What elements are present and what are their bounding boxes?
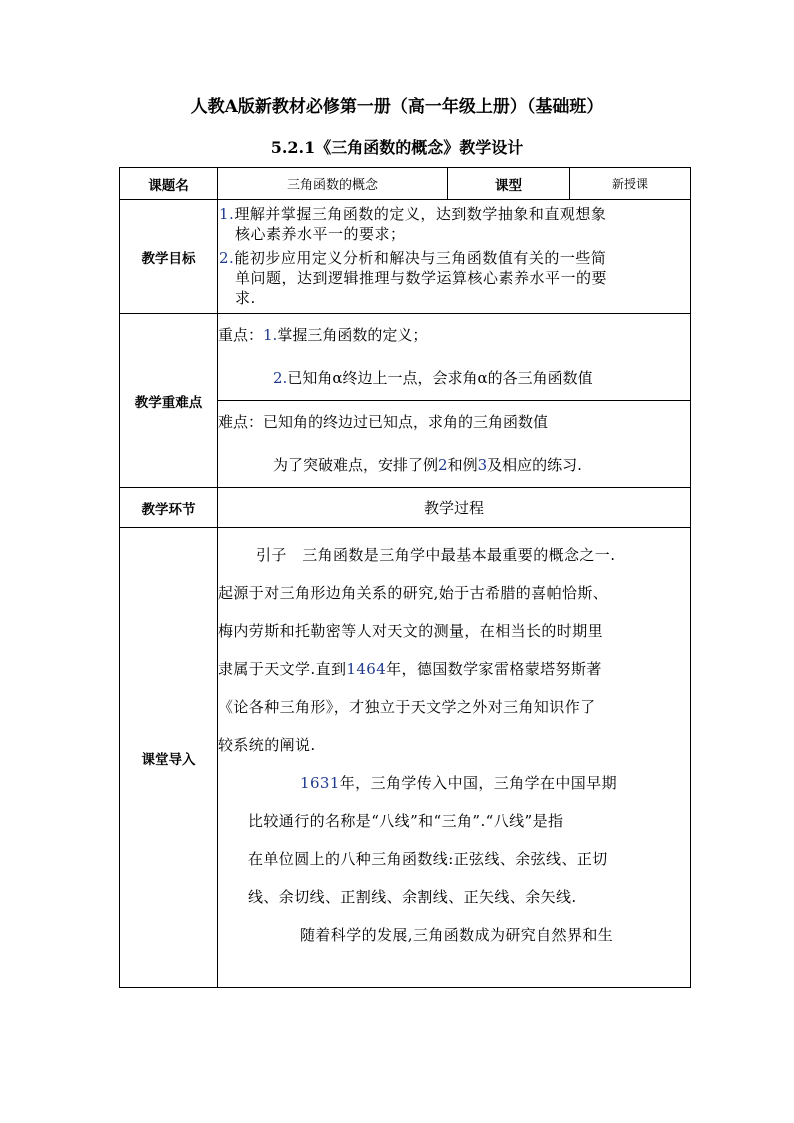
key-point-1: 重点：1.掌握三角函数的定义； xyxy=(218,326,428,344)
intro-line: 梅内劳斯和托勒密等人对天文的测量，在相当长的时期里 xyxy=(218,622,604,640)
topic-label: 课题名 xyxy=(120,168,218,200)
intro-line: 《论各种三角形》，才独立于天文学之外对三角知识作了 xyxy=(218,698,596,716)
document-subtitle: 5.2.1《三角函数的概念》教学设计 xyxy=(270,138,524,157)
intro-line: 随着科学的发展,三角函数成为研究自然界和生 xyxy=(300,926,614,944)
table-row xyxy=(120,200,691,314)
key-points-label: 教学重难点 xyxy=(120,314,218,488)
intro-line: 1631年，三角学传入中国，三角学在中国早期 xyxy=(300,774,617,792)
document-title: 人教A版新教材必修第一册（高一年级上册）（基础班） xyxy=(190,97,604,117)
difficulty-text: 难点：已知角的终边过已知点，求角的三角函数值 xyxy=(218,413,549,431)
goals-cell xyxy=(218,200,691,314)
lesson-plan-table xyxy=(119,167,691,988)
intro-line: 比较通行的名称是“八线”和“三角”.“八线”是指 xyxy=(248,812,564,830)
intro-line: 在单位圆上的八种三角函数线:正弦线、余弦线、正切 xyxy=(248,850,608,868)
difficulty-note: 为了突破难点，安排了例2和例3及相应的练习. xyxy=(273,456,582,474)
goal-1-line-1: 1.理解并掌握三角函数的定义，达到数学抽象和直观想象 xyxy=(219,205,607,223)
lesson-type-value: 新授课 xyxy=(570,168,691,200)
intro-label: 课堂导入 xyxy=(120,528,218,988)
goal-2-line-1: 2.能初步应用定义分析和解决与三角函数值有关的一些简 xyxy=(219,249,607,267)
goal-2-line-2: 单问题，达到逻辑推理与数学运算核心素养水平一的要 xyxy=(235,269,608,287)
lesson-type-label: 课型 xyxy=(448,168,570,200)
intro-line: 较系统的阐说. xyxy=(218,736,316,754)
goals-label: 教学目标 xyxy=(120,200,218,314)
difficulty-cell xyxy=(218,401,691,488)
table-row xyxy=(120,168,691,200)
topic-value: 三角函数的概念 xyxy=(218,168,448,200)
intro-line: 线、余切线、正割线、余割线、正矢线、余矢线. xyxy=(248,888,577,906)
intro-cell xyxy=(218,528,691,988)
intro-line: 起源于对三角形边角关系的研究,始于古希腊的喜帕恰斯、 xyxy=(218,584,609,602)
table-row xyxy=(120,314,691,401)
goal-2-line-3: 求. xyxy=(235,289,256,307)
goal-1-line-2: 核心素养水平一的要求； xyxy=(235,225,406,243)
process-heading: 教学过程 xyxy=(218,488,691,528)
process-label: 教学环节 xyxy=(120,488,218,528)
key-point-2: 2.已知角α终边上一点，会求角α的各三角函数值 xyxy=(273,369,593,387)
key-points-cell xyxy=(218,314,691,401)
intro-line: 隶属于天文学.直到1464年，德国数学家雷格蒙塔努斯著 xyxy=(218,660,602,678)
table-row xyxy=(120,488,691,528)
intro-line: 引子 三角函数是三角学中最基本最重要的概念之一. xyxy=(256,546,616,564)
table-row xyxy=(120,528,691,988)
